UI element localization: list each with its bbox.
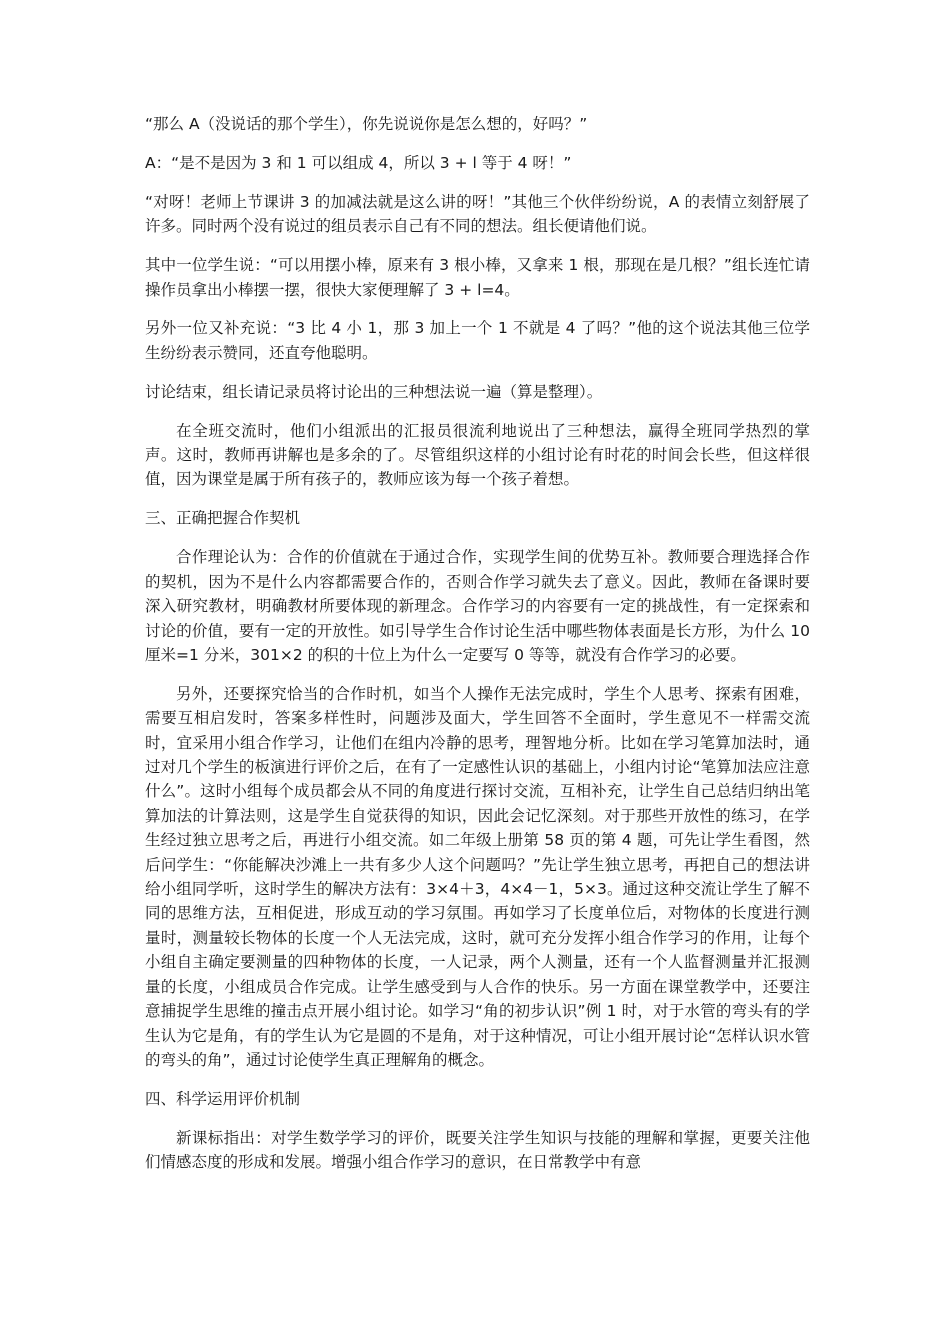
- dialogue-paragraph: “那么 A（没说话的那个学生），你先说说你是怎么想的，好吗？”: [145, 115, 588, 133]
- document-page: [145, 112, 810, 1189]
- section-heading: 三、正确把握合作契机: [145, 509, 301, 528]
- dialogue-paragraph: 另外一位又补充说：“3 比 4 小 1，那 3 加上一个 1 不就是 4 了吗？”他的这个说法其他三位学生纷纷表示赞同，还直夸他聪明。: [145, 319, 810, 362]
- body-paragraph: 在全班交流时，他们小组派出的汇报员很流利地说出了三种想法，赢得全班同学热烈的掌声。这时，教师再讲解也是多余的了。尽管组织这样的小组讨论有时花的时间会长些，但这样很值，因为课堂是属于所有孩子的，教师应该为每一个孩子着想。: [145, 421, 810, 489]
- dialogue-paragraph: “对呀！老师上节课讲 3 的加减法就是这么讲的呀！”其他三个伙伴纷纷说，A 的表情立刻舒展了许多。同时两个没有说过的组员表示自己有不同的想法。组长便请他们说。: [145, 192, 810, 236]
- section-heading: 四、科学运用评价机制: [145, 1089, 301, 1108]
- dialogue-paragraph: 其中一位学生说：“可以用摆小棒，原来有 3 根小棒，又拿来 1 根，那现在是几根？”组长连忙请操作员拿出小棒摆一摆，很快大家便理解了 3 + l=4。: [145, 256, 810, 299]
- dialogue-paragraph: 讨论结束，组长请记录员将讨论出的三种想法说一遍（算是整理）。: [145, 382, 603, 401]
- body-paragraph: 新课标指出：对学生数学学习的评价，既要关注学生知识与技能的理解和掌握，更要关注他们情感态度的形成和发展。增强小组合作学习的意识，在日常教学中有意: [145, 1128, 810, 1172]
- body-paragraph: 另外，还要探究恰当的合作时机，如当个人操作无法完成时，学生个人思考、探索有困难，需要互相启发时，答案多样性时，问题涉及面大，学生回答不全面时，学生意见不一样需交流时，宜采用小组合作学习，让他们在组内冷静的思考，理智地分析。比如在学习笔算加法时，通过对几个学生的板演进行评价之后，在有了一定感性认识的基础上，小组内讨论“笔算加法应注意什么”。这时小组每个成员都会从不同的角度进行探讨交流，互相补充，让学生自己总结归纳出笔算加法的计算法则，这是学生自觉获得的知识，因此会记忆深刻。对于那些开放性的练习，在学生经过独立思考之后，再进行小组交流。如二年级上册第 58 页的第 4 题，可先让学生看图，然后问学生：“你能解决沙滩上一共有多少人这个问题吗？”先让学生独立思考，再把自己的想法讲给小组同学听，这时学生的解决方法有：3×4＋3，4×4－1，5×3。通过这种交流让学生了解不同的思维方法，互相促进，形成互动的学习氛围。再如学习了长度单位后，对物体的长度进行测量时，测量较长物体的长度一个人无法完成，这时，就可充分发挥小组合作学习的作用，让每个小组自主确定要测量的四种物体的长度，一人记录，两个人测量，还有一个人监督测量并汇报测量的长度，小组成员合作完成。让学生感受到与人合作的快乐。另一方面在课堂教学中，还要注意捕捉学生思维的撞击点开展小组讨论。如学习“角的初步认识”例 1 时，对于水管的弯头有的学生认为它是角，有的学生认为它是圆的不是角，对于这种情况，可让小组开展讨论“怎样认识水管的弯头的角”，通过讨论使学生真正理解角的概念。: [145, 684, 810, 1069]
- dialogue-paragraph: A：“是不是因为 3 和 1 可以组成 4，所以 3 + l 等于 4 呀！”: [145, 153, 572, 172]
- body-paragraph: 合作理论认为：合作的价值就在于通过合作，实现学生间的优势互补。教师要合理选择合作的契机，因为不是什么内容都需要合作的，否则合作学习就失去了意义。因此，教师在备课时要深入研究教材，明确教材所要体现的新理念。合作学习的内容要有一定的挑战性，有一定探索和讨论的价值，要有一定的开放性。如引导学生合作讨论生活中哪些物体表面是长方形，为什么 10 厘米=1 分米，301×2 的积的十位上为什么一定要写 0 等等，就没有合作学习的必要。: [145, 548, 810, 664]
